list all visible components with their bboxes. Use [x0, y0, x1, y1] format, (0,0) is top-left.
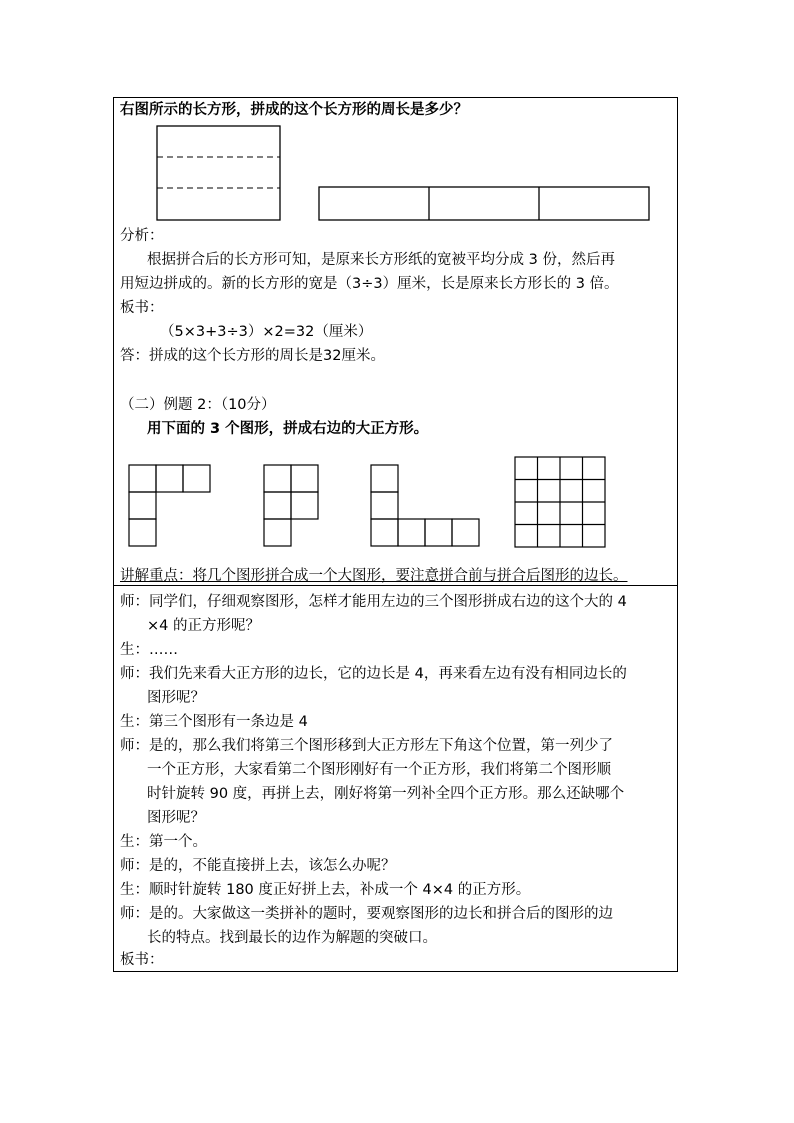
- dialogue-line-1: 师：同学们，仔细观察图形，怎样才能用左边的三个图形拼成右边的这个大的 4: [120, 594, 627, 610]
- dialogue-line-3: 生：……: [120, 642, 178, 658]
- dialogue-line-14: 师：是的。大家做这一类拼补的题时，要观察图形的边长和拼合后的图形的边: [120, 906, 613, 922]
- board-label-1: 板书：: [120, 300, 164, 316]
- shape-3-figure: [371, 465, 479, 546]
- big-square-4x4-figure: [515, 457, 605, 547]
- example2-task: 用下面的 3 个图形，拼成右边的大正方形。: [147, 421, 429, 437]
- dialogue-line-10: 图形呢？: [147, 810, 205, 826]
- dialogue-line-6: 生：第三个图形有一条边是 4: [120, 714, 308, 730]
- answer: 答：拼成的这个长方形的周长是32厘米。: [120, 348, 385, 364]
- example2-heading-text: （二）例题 2：（10分）: [120, 397, 276, 413]
- dialogue-line-15: 长的特点。找到最长的边作为解题的突破口。: [147, 930, 437, 946]
- board-label-2: 板书：: [120, 952, 164, 968]
- dialogue-line-9: 时针旋转 90 度，再拼上去，刚好将第一列补全四个正方形。那么还缺哪个: [147, 786, 625, 802]
- formula: （5×3+3÷3）×2=32（厘米）: [160, 324, 373, 340]
- key-point: 讲解重点：将几个图形拼合成一个大图形，要注意拼合前与拼合后图形的边长。: [120, 568, 628, 584]
- dialogue-line-7: 师：是的，那么我们将第三个图形移到大正方形左下角这个位置，第一列少了: [120, 738, 613, 754]
- dialogue-line-2: ×4 的正方形呢？: [147, 618, 260, 634]
- dialogue-line-4: 师：我们先来看大正方形的边长，它的边长是 4，再来看左边有没有相同边长的: [120, 666, 627, 682]
- dialogue-line-5: 图形呢？: [147, 690, 205, 706]
- problem1-question: 右图所示的长方形，拼成的这个长方形的周长是多少？: [120, 102, 468, 118]
- dialogue-line-8: 一个正方形，大家看第二个图形刚好有一个正方形，我们将第二个图形顺: [147, 762, 611, 778]
- shape-2-figure: [264, 465, 318, 546]
- analysis-line-2: 用短边拼成的。新的长方形的宽是（3÷3）厘米，长是原来长方形长的 3 倍。: [120, 276, 619, 292]
- shape-1-figure: [129, 465, 210, 546]
- dialogue-line-12: 师：是的，不能直接拼上去，该怎么办呢？: [120, 858, 396, 874]
- analysis-label: 分析：: [120, 228, 164, 244]
- dialogue-line-11: 生：第一个。: [120, 834, 207, 850]
- dialogue-line-13: 生：顺时针旋转 180 度正好拼上去，补成一个 4×4 的正方形。: [120, 882, 531, 898]
- analysis-line-1: 根据拼合后的长方形可知，是原来长方形纸的宽被平均分成 3 份，然后再: [147, 252, 615, 268]
